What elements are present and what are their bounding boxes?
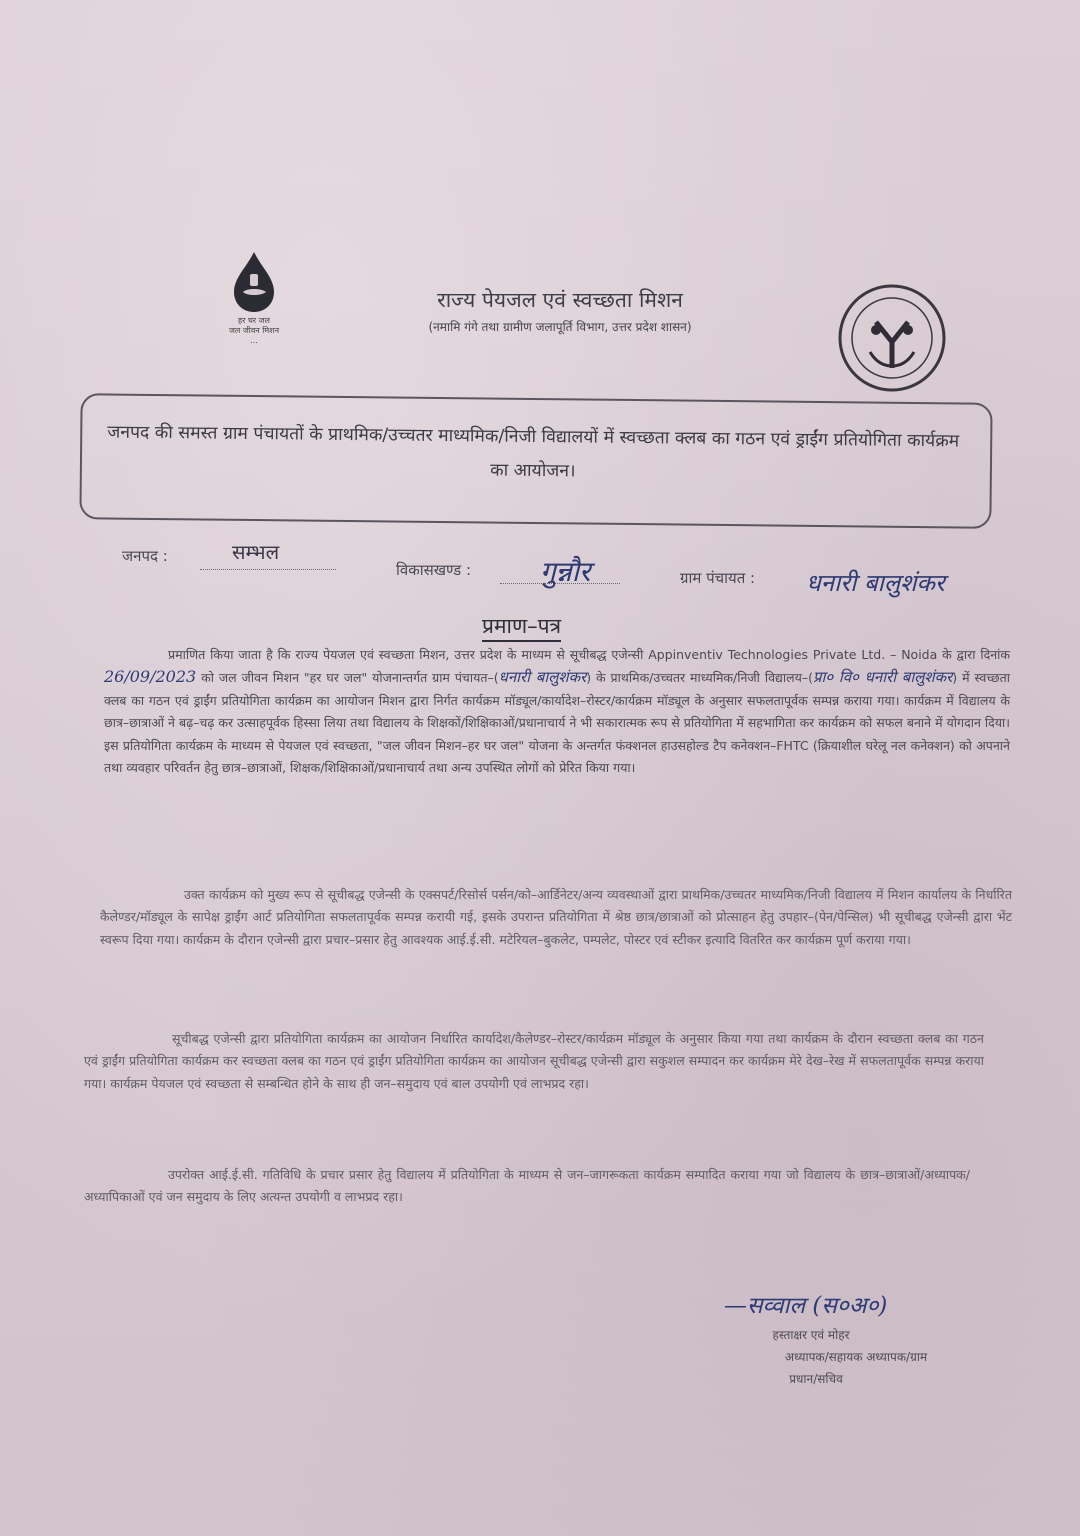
district-value: सम्भल <box>232 540 280 564</box>
logo-caption-2: जल जीवन मिशन <box>228 326 280 335</box>
block-value: गुन्नौर <box>540 555 591 588</box>
mission-title: राज्य पेयजल एवं स्वच्छता मिशन <box>437 288 683 312</box>
up-government-seal-icon <box>836 282 948 394</box>
signature-block <box>706 1288 1006 1390</box>
paragraph-1-part-4: ) में स्वच्छता क्लब का गठन एवं ड्राईंग प्रतियोगिता कार्यक्रम का आयोजन मिशन द्वारा निर्गत कार्यक्रम मॉड्यूल/कार्यादेश–रोस्टर/कार्यक्रम मॉड्यूल के अनुसार सफलतापूर्वक सम्पन्न कराया गया। कार्यक्रम में विद्यालय के छात्र–छात्राओं ने बढ़–चढ़ कर उत्साहपूर्वक हिस्सा लिया तथा विद्यालय के शिक्षकों/शिक्षिकाओं/प्रधानाचार्य ने भी सकारात्मक रूप से प्रतियोगिता में सहभागिता कर कार्यक्रम को सफल बनाने में योगदान दिया। इस प्रतियोगिता कार्यक्रम के माध्यम से पेयजल एवं स्वच्छता, "जल जीवन मिशन–हर घर जल" योजना के अन्तर्गत फंक्शनल हाउसहोल्ड टैप कनेक्शन–FHTC (क्रियाशील घरेलू नल कनेक्शन) को अपनाने तथा व्यवहार परिवर्तन हेतु छात्र–छात्राओं, शिक्षक/शिक्षिकाओं/प्रधानाचार्य तथा अन्य उपस्थित लोगों को प्रेरित किया गया। <box>104 670 1010 776</box>
certificate-title: प्रमाण–पत्र <box>482 612 561 642</box>
paragraph-4: उपरोक्त आई.ई.सी. गतिविधि के प्रचार प्रसार हेतु विद्यालय में प्रतियोगिता के माध्यम से जन–जागरूकता कार्यक्रम सम्पादित कराया गया जो विद्यालय के छात्र–छात्राओं/अध्यापक/अध्यापिकाओं एवं जन समुदाय के लिए अत्यन्त उपयोगी व लाभप्रद रहा। <box>84 1167 970 1205</box>
paragraph-1-part-1: प्रमाणित किया जाता है कि राज्य पेयजल एवं स्वच्छता मिशन, उत्तर प्रदेश के माध्यम से सूचीबद्ध एजेन्सी Appinventiv Technologies Private Ltd. – Noida के द्वारा दिनांक <box>168 647 1010 662</box>
paragraph-1-part-2: को जल जीवन मिशन "हर घर जल" योजनान्तर्गत ग्राम पंचायत–( <box>201 670 499 686</box>
logo-caption-1: हर घर जल <box>238 316 270 325</box>
subject-text: जनपद की समस्त ग्राम पंचायतों के प्राथमिक/उच्चतर माध्यमिक/निजी विद्यालयों में स्वच्छता क्लब का गठन एवं ड्राईंग प्रतियोगिता कार्यक्रम का आयोजन। <box>107 422 960 482</box>
handwritten-school-name: प्रा० वि० धनारी बालुशंकर <box>812 668 953 687</box>
block-label: विकासखण्ड : <box>396 561 472 579</box>
handwritten-signature: —सव्वाल (स०अ०) <box>724 1293 888 1319</box>
handwritten-gram-panchayat: धनारी बालुशंकर <box>498 668 587 687</box>
mission-subtitle: (नमामि गंगे तथा ग्रामीण जलापूर्ति विभाग, उत्तर प्रदेश शासन) <box>428 320 692 334</box>
handwritten-date: 26/09/2023 <box>104 667 197 687</box>
paragraph-3: सूचीबद्ध एजेन्सी द्वारा प्रतियोगिता कार्यक्रम का आयोजन निर्धारित कार्यादेश/कैलेण्डर–रोस्टर/कार्यक्रम मॉड्यूल के अनुसार किया गया तथा कार्यक्रम के दौरान स्वच्छता क्लब का गठन एवं ड्राईंग प्रतियोगिता कार्यक्रम कर स्वच्छता क्लब का गठन एवं ड्राईंग प्रतियोगिता कार्यक्रम का आयोजन सूचीबद्ध एजेन्सी द्वारा सकुशल सम्पादन कर कार्यक्रम मेरे देख–रेख में सफलतापूर्वक सम्पन्न कराया गया। कार्यक्रम पेयजल एवं स्वच्छता से सम्बन्धित होने के साथ ही जन–समुदाय एवं बाल उपयोगी एवं लाभप्रद रहा। <box>84 1031 984 1091</box>
jal-jeevan-mission-logo <box>214 248 294 348</box>
paragraph-1-part-3: ) के प्राथमिक/उच्चतर माध्यमिक/निजी विद्यालय–( <box>586 670 813 686</box>
logo-caption-3: ... <box>250 336 258 345</box>
gram-panchayat-value: धनारी बालुशंकर <box>806 569 945 597</box>
signature-label-2: अध्यापक/सहायक अध्यापक/ग्राम <box>784 1350 928 1364</box>
district-dotted-line <box>200 568 336 570</box>
water-drop-icon <box>214 248 294 316</box>
paragraph-1 <box>104 644 1010 779</box>
gram-panchayat-label: ग्राम पंचायत : <box>680 569 756 587</box>
signature-label-3: प्रधान/सचिव <box>789 1372 843 1386</box>
paragraph-2: उक्त कार्यक्रम को मुख्य रूप से सूचीबद्ध एजेन्सी के एक्सपर्ट/रिसोर्स पर्सन/को–आर्डिनेटर/अन्य व्यवस्थाओं द्वारा प्राथमिक/उच्चतर माध्यमिक/निजी विद्यालय में मिशन कार्यालय के निर्धारित कैलेण्डर/मॉड्यूल के सापेक्ष ड्राईंग आर्ट प्रतियोगिता सफलतापूर्वक सम्पन्न करायी गई, इसके उपरान्त प्रतियोगिता में श्रेष्ठ छात्र/छात्राओं को प्रोत्साहन हेतु उपहार–(पेन/पेन्सिल) भी सूचीबद्ध एजेन्सी द्वारा भेंट स्वरूप दिया गया। कार्यक्रम के दौरान एजेन्सी द्वारा प्रचार–प्रसार हेतु आवश्यक आई.ई.सी. मटेरियल–बुकलेट, पम्पलेट, पोस्टर एवं स्टीकर इत्यादि वितरित कर कार्यक्रम पूर्ण कराया गया। <box>100 887 1012 947</box>
district-label: जनपद : <box>122 547 168 565</box>
up-government-seal <box>836 282 948 394</box>
subject-box <box>79 393 992 529</box>
signature-label-1: हस्ताक्षर एवं मोहर <box>772 1328 850 1342</box>
